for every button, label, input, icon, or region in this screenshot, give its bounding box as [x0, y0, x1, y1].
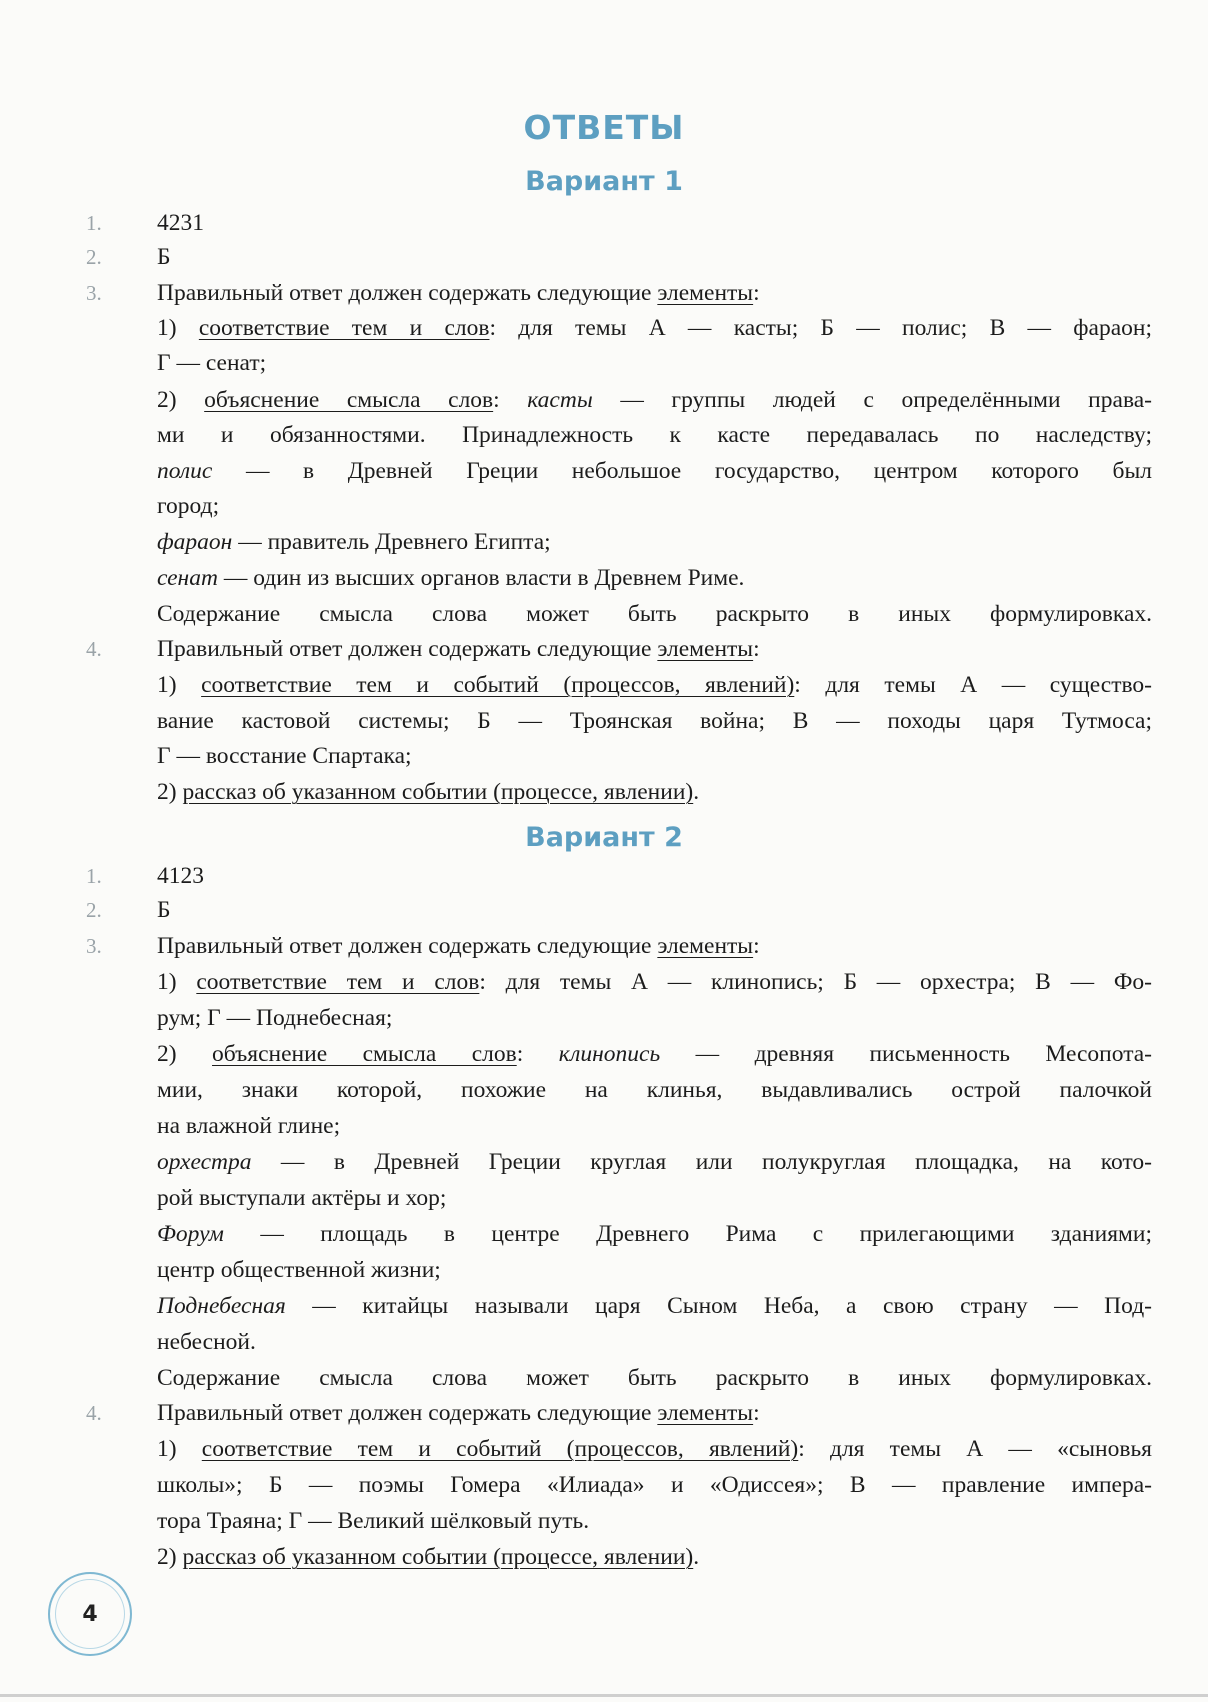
- v1-item-3-line: 2) объяснение смысла слов: касты — группы людей с определёнными права-: [157, 387, 1152, 413]
- v2-item-3-line: на влажной глине;: [157, 1113, 341, 1139]
- v2-item-3-line: небесной.: [157, 1329, 256, 1355]
- page-title: ОТВЕТЫ: [523, 108, 685, 147]
- italic-term: фараон: [157, 529, 233, 555]
- v2-item-3-line: Содержание смысла слова может быть раскрыто в иных формулировках.: [157, 1365, 1152, 1391]
- v1-item-3-line: Г — сенат;: [157, 350, 267, 376]
- v1-item-4-intro: Правильный ответ должен содержать следующие элементы:: [157, 636, 760, 662]
- v1-item-3-line: город;: [157, 493, 220, 519]
- page-number-badge: [48, 1572, 132, 1656]
- italic-term: полис: [157, 458, 213, 484]
- v1-item-2-answer: Б: [157, 244, 171, 270]
- v2-item-3-line: Форум — площадь в центре Древнего Рима с прилегающими зданиями;: [157, 1221, 1152, 1247]
- underlined-term: соответствие тем и событий (процессов, явлений): [201, 1436, 799, 1462]
- v1-item-3-line: полис — в Древней Греции небольшое государство, центром которого был: [157, 458, 1152, 484]
- v1-item-4-line: вание кастовой системы; Б — Троянская война; В — походы царя Тутмоса;: [157, 708, 1152, 734]
- v1-item-3-line: ми и обязанностями. Принадлежность к касте передавалась по наследству;: [157, 422, 1152, 448]
- v2-item-3-line: орхестра — в Древней Греции круглая или полукруглая площадка, на кото-: [157, 1149, 1152, 1175]
- v2-item-4-line: школы»; Б — поэмы Гомера «Илиада» и «Одиссея»; В — правление импера-: [157, 1472, 1152, 1498]
- v1-item-3-line: сенат — один из высших органов власти в Древнем Риме.: [157, 565, 745, 591]
- v1-item-2-number: 2.: [86, 245, 102, 269]
- bottom-divider: [0, 1694, 1208, 1697]
- v2-item-1-number: 1.: [86, 864, 102, 888]
- v2-item-4-intro: Правильный ответ должен содержать следующие элементы:: [157, 1400, 760, 1426]
- v2-item-3-line: 2) объяснение смысла слов: клинопись — древняя письменность Месопота-: [157, 1041, 1153, 1067]
- v2-item-2-answer: Б: [157, 897, 171, 923]
- v2-item-3-number: 3.: [86, 934, 102, 958]
- underlined-term: соответствие тем и слов: [196, 969, 480, 995]
- underlined-term: элементы: [657, 1400, 754, 1426]
- v2-item-3-line: рум; Г — Поднебесная;: [157, 1005, 393, 1031]
- v1-item-1-answer: 4231: [157, 210, 204, 236]
- v1-item-3-line: фараон — правитель Древнего Египта;: [157, 529, 551, 555]
- v2-item-3-line: центр общественной жизни;: [157, 1257, 441, 1283]
- italic-term: орхестра: [157, 1149, 252, 1175]
- variant-2-heading: Вариант 2: [525, 822, 683, 853]
- italic-term: Поднебесная: [157, 1293, 286, 1319]
- v1-item-1-number: 1.: [86, 211, 102, 235]
- underlined-term: рассказ об указанном событии (процессе, явлении): [182, 1544, 694, 1570]
- v1-item-4-line: Г — восстание Спартака;: [157, 743, 412, 769]
- v2-item-1-answer: 4123: [157, 863, 204, 889]
- underlined-term: объяснение смысла слов: [204, 387, 494, 413]
- underlined-term: элементы: [657, 636, 754, 662]
- v2-item-4-line: 2) рассказ об указанном событии (процессе, явлении).: [157, 1544, 700, 1570]
- underlined-term: элементы: [657, 933, 754, 959]
- v1-item-4-number: 4.: [86, 637, 102, 661]
- v1-item-4-line: 1) соответствие тем и событий (процессов, явлений): для темы А — существо-: [157, 672, 1152, 698]
- v1-item-3-line: 1) соответствие тем и слов: для темы А — касты; Б — полис; В — фараон;: [157, 315, 1153, 341]
- v2-item-3-line: рой выступали актёры и хор;: [157, 1185, 447, 1211]
- v2-item-2-number: 2.: [86, 898, 102, 922]
- underlined-term: элементы: [657, 280, 754, 306]
- variant-1-heading: Вариант 1: [525, 166, 683, 197]
- v2-item-3-line: 1) соответствие тем и слов: для темы А — клинопись; Б — орхестра; В — Фо-: [157, 969, 1152, 995]
- v2-item-4-line: тора Траяна; Г — Великий шёлковый путь.: [157, 1508, 590, 1534]
- v1-item-3-number: 3.: [86, 281, 102, 305]
- underlined-term: рассказ об указанном событии (процессе, явлении): [182, 779, 694, 805]
- v1-item-3-line: Содержание смысла слова может быть раскрыто в иных формулировках.: [157, 601, 1152, 627]
- page-number: 4: [82, 1601, 98, 1627]
- v2-item-4-line: 1) соответствие тем и событий (процессов, явлений): для темы А — «сыновья: [157, 1436, 1152, 1462]
- underlined-term: объяснение смысла слов: [212, 1041, 517, 1067]
- v2-item-3-line: мии, знаки которой, похожие на клинья, выдавливались острой палочкой: [157, 1077, 1152, 1103]
- v1-item-3-intro: Правильный ответ должен содержать следующие элементы:: [157, 280, 760, 306]
- italic-term: Форум: [157, 1221, 224, 1247]
- underlined-term: соответствие тем и слов: [198, 315, 490, 341]
- v1-item-4-line: 2) рассказ об указанном событии (процессе, явлении).: [157, 779, 700, 805]
- italic-term: сенат: [157, 565, 218, 591]
- underlined-term: соответствие тем и событий (процессов, явлений): [201, 672, 795, 698]
- v2-item-3-intro: Правильный ответ должен содержать следующие элементы:: [157, 933, 760, 959]
- italic-term: касты: [527, 387, 593, 413]
- v2-item-3-line: Поднебесная — китайцы называли царя Сыном Неба, а свою страну — Под-: [157, 1293, 1152, 1319]
- v2-item-4-number: 4.: [86, 1401, 102, 1425]
- italic-term: клинопись: [558, 1041, 661, 1067]
